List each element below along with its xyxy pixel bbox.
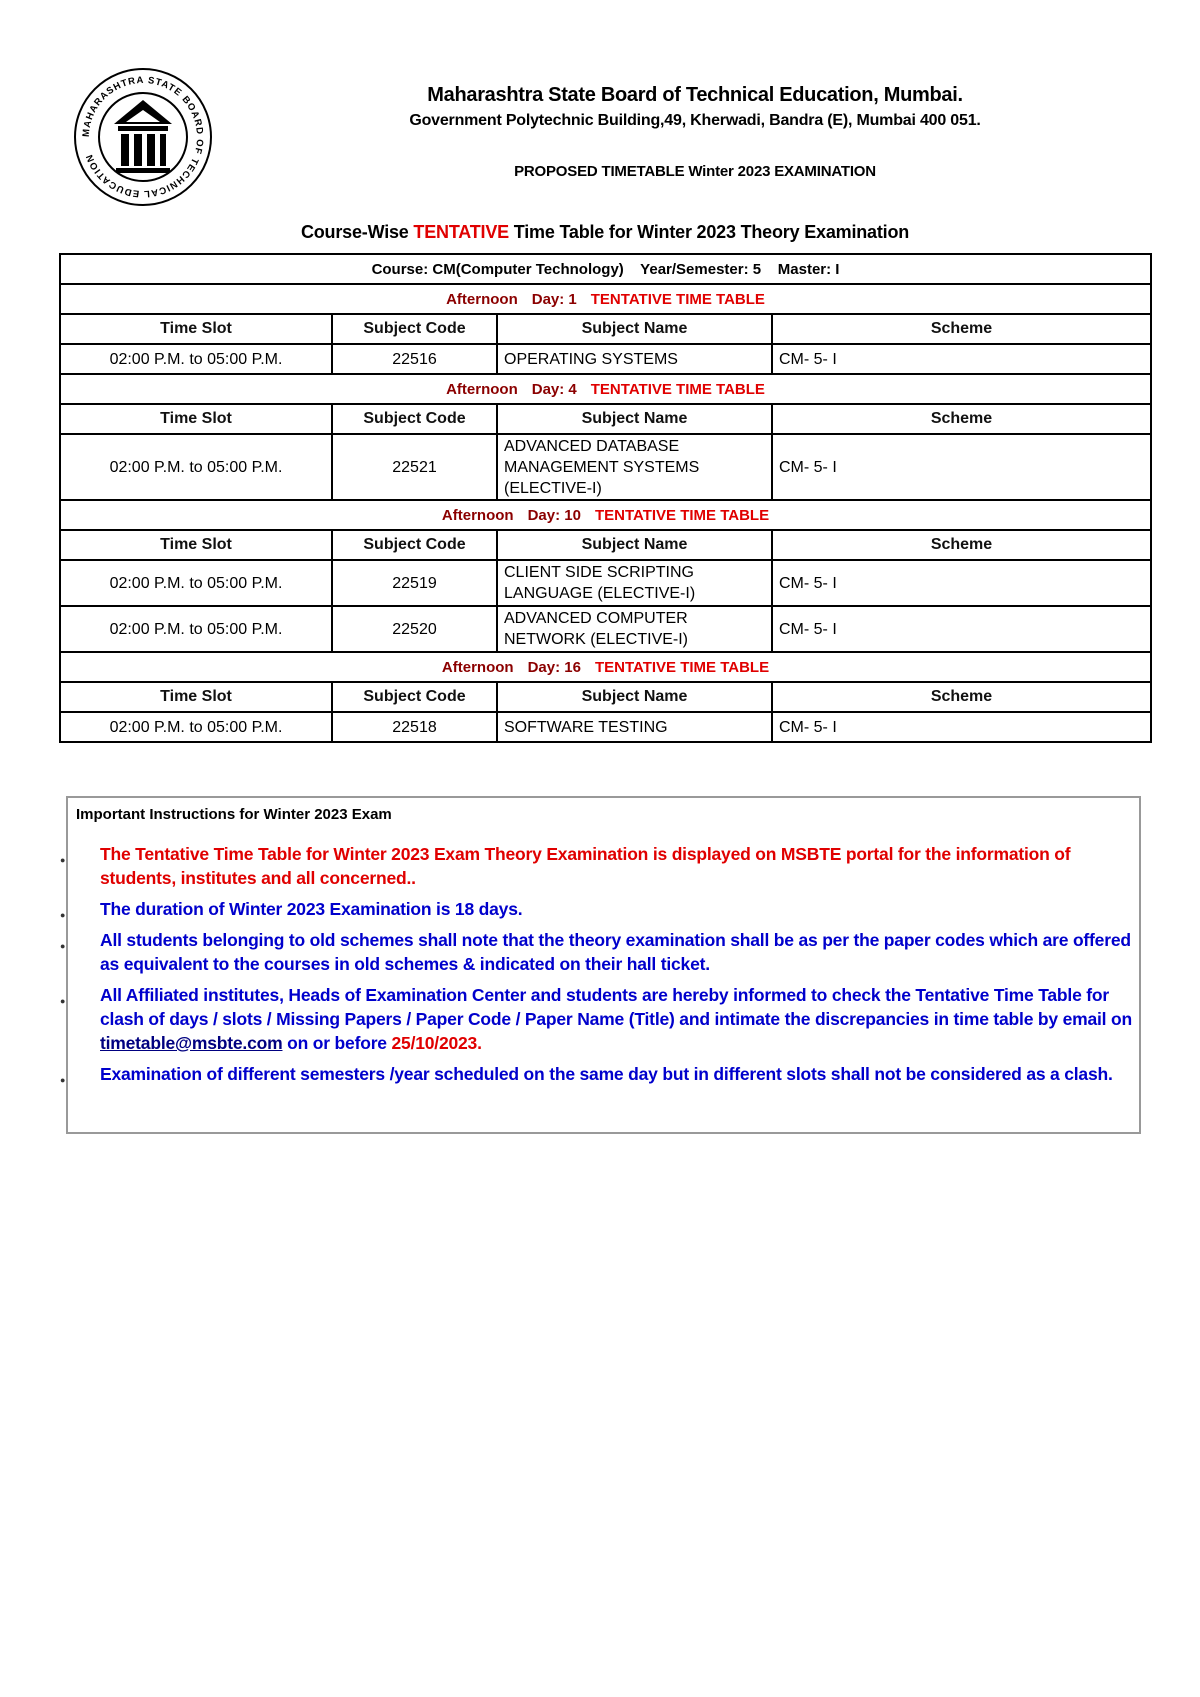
bullet-icon: ●	[60, 855, 66, 865]
day-label: TENTATIVE TIME TABLE	[590, 290, 765, 308]
cell-subject-name: ADVANCED DATABASE MANAGEMENT SYSTEMS (ELECTIVE-I)	[497, 434, 772, 500]
instruction-text: The duration of Winter 2023 Examination is 18 days.	[100, 899, 523, 919]
cell-subject-code: 22518	[332, 712, 497, 742]
deadline-date: 25/10/2023.	[391, 1033, 482, 1053]
instruction-item	[60, 897, 1138, 921]
timetable-body	[60, 254, 1151, 742]
header-scheme: Scheme	[772, 682, 1151, 712]
day-label: TENTATIVE TIME TABLE	[594, 506, 770, 524]
header-subject-name: Subject Name	[497, 314, 772, 344]
proposed-timetable-heading: PROPOSED TIMETABLE Winter 2023 EXAMINATION	[514, 163, 876, 180]
cell-subject-code: 22521	[332, 434, 497, 500]
table-row	[60, 712, 1151, 742]
day-row	[60, 652, 1151, 682]
title-pre: Course-Wise	[300, 222, 414, 242]
bullet-icon: ●	[60, 996, 66, 1006]
instructions-box	[60, 796, 1141, 1134]
day-period: Afternoon	[446, 290, 518, 308]
org-name: Maharashtra State Board of Technical Education, Mumbai.	[427, 84, 963, 106]
cell-time-slot: 02:00 P.M. to 05:00 P.M.	[60, 434, 332, 500]
day-number: Day: 16	[527, 658, 581, 676]
course-row	[60, 254, 1151, 284]
column-header-row	[60, 404, 1151, 434]
header-scheme: Scheme	[772, 314, 1151, 344]
day-number: Day: 4	[531, 380, 577, 398]
day-heading	[60, 652, 1151, 682]
day-period: Afternoon	[446, 380, 518, 398]
column-header-row	[60, 314, 1151, 344]
header-scheme: Scheme	[772, 530, 1151, 560]
cell-subject-name: OPERATING SYSTEMS	[497, 344, 772, 374]
day-period: Afternoon	[441, 506, 514, 524]
instruction-text: All students belonging to old schemes shall note that the theory examination shall be as per the paper codes which are offered as equivalent to the courses in old schemes & indicated on their hall ticket.	[100, 930, 1131, 974]
column-header-row	[60, 682, 1151, 712]
on-or-before-text: on or before	[282, 1033, 392, 1053]
day-heading	[60, 500, 1151, 530]
cell-scheme: CM- 5- I	[772, 712, 1151, 742]
instruction-text: All Affiliated institutes, Heads of Examination Center and students are hereby informed to check the Tentative Time Table for clash of days / slots / Missing Papers / Paper Code / Paper Name (Title) and intimate the discrepancies in time table by email on	[100, 985, 1132, 1029]
instruction-item	[60, 1062, 1138, 1086]
cell-scheme: CM- 5- I	[772, 606, 1151, 652]
email-link[interactable]: timetable@msbte.com	[100, 1033, 283, 1053]
svg-text:MAHARASHTRA STATE BOARD OF TEC: MAHARASHTRA STATE BOARD OF TECHNICAL EDUCATION	[80, 74, 206, 200]
msbte-logo	[72, 66, 214, 208]
cell-scheme: CM- 5- I	[772, 560, 1151, 606]
day-label: TENTATIVE TIME TABLE	[594, 658, 770, 676]
header-subject-code: Subject Code	[332, 530, 497, 560]
instruction-item	[60, 842, 1138, 890]
day-number: Day: 10	[527, 506, 581, 524]
instruction-item	[60, 983, 1138, 1055]
instruction-text: Examination of different semesters /year scheduled on the same day but in different slots shall not be considered as a clash.	[100, 1064, 1113, 1084]
cell-subject-code: 22519	[332, 560, 497, 606]
day-heading	[60, 374, 1151, 404]
header-subject-name: Subject Name	[497, 682, 772, 712]
title-highlight: TENTATIVE	[413, 222, 509, 242]
cell-time-slot: 02:00 P.M. to 05:00 P.M.	[60, 344, 332, 374]
page-title	[60, 222, 1150, 243]
header-subject-code: Subject Code	[332, 682, 497, 712]
instructions-title: Important Instructions for Winter 2023 Exam	[76, 806, 392, 823]
cell-scheme: CM- 5- I	[772, 344, 1151, 374]
header-time-slot: Time Slot	[60, 404, 332, 434]
day-label: TENTATIVE TIME TABLE	[590, 380, 765, 398]
cell-time-slot: 02:00 P.M. to 05:00 P.M.	[60, 606, 332, 652]
instruction-item	[60, 928, 1138, 976]
column-header-row	[60, 530, 1151, 560]
header-subject-name: Subject Name	[497, 404, 772, 434]
bullet-icon: ●	[60, 910, 66, 920]
cell-subject-code: 22516	[332, 344, 497, 374]
table-row	[60, 344, 1151, 374]
cell-subject-name: CLIENT SIDE SCRIPTING LANGUAGE (ELECTIVE-I)	[497, 560, 772, 606]
timetable	[59, 253, 1152, 743]
course-line: Course: CM(Computer Technology) Year/Semester: 5 Master: I	[60, 254, 1151, 284]
day-row	[60, 284, 1151, 314]
table-row	[60, 560, 1151, 606]
table-row	[60, 606, 1151, 652]
day-row	[60, 500, 1151, 530]
cell-time-slot: 02:00 P.M. to 05:00 P.M.	[60, 712, 332, 742]
bullet-icon: ●	[60, 1075, 66, 1085]
day-number: Day: 1	[531, 290, 577, 308]
day-period: Afternoon	[441, 658, 514, 676]
cell-subject-name: ADVANCED COMPUTER NETWORK (ELECTIVE-I)	[497, 606, 772, 652]
title-post: Time Table for Winter 2023 Theory Examination	[508, 222, 910, 242]
cell-time-slot: 02:00 P.M. to 05:00 P.M.	[60, 560, 332, 606]
cell-scheme: CM- 5- I	[772, 434, 1151, 500]
bullet-icon: ●	[60, 941, 66, 951]
header-time-slot: Time Slot	[60, 682, 332, 712]
header-subject-name: Subject Name	[497, 530, 772, 560]
cell-subject-code: 22520	[332, 606, 497, 652]
day-heading	[60, 284, 1151, 314]
header-subject-code: Subject Code	[332, 314, 497, 344]
table-row	[60, 434, 1151, 500]
org-address: Government Polytechnic Building,49, Kherwadi, Bandra (E), Mumbai 400 051.	[409, 112, 981, 129]
header-subject-code: Subject Code	[332, 404, 497, 434]
day-row	[60, 374, 1151, 404]
header-scheme: Scheme	[772, 404, 1151, 434]
header-time-slot: Time Slot	[60, 314, 332, 344]
instructions-list	[60, 842, 1138, 1093]
header-time-slot: Time Slot	[60, 530, 332, 560]
cell-subject-name: SOFTWARE TESTING	[497, 712, 772, 742]
instruction-text: The Tentative Time Table for Winter 2023 Exam Theory Examination is displayed on MSBTE portal for the information of students, institutes and all concerned..	[100, 844, 1071, 888]
